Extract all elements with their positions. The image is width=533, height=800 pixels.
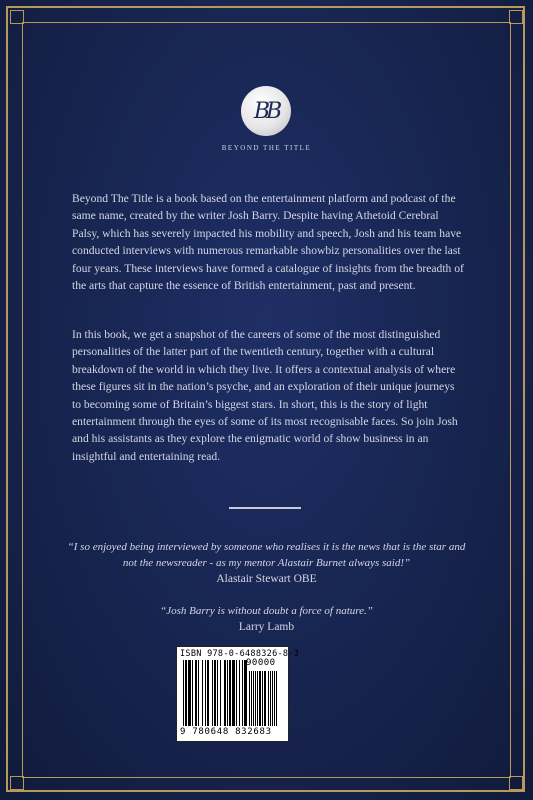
price-code: 90000 [246, 658, 276, 668]
quote-1 [60, 539, 473, 587]
description-paragraph-1: Beyond The Title is a book based on the entertainment platform and podcast of the same name, created by the writer Josh Barry. Despite having Athetoid Cerebral Palsy, which has severely impacted his mobility and speech, Josh and his team have conducted interviews with numerous remarkable showbiz personalities over the last four years. These interviews have formed a catalogue of insights from the breadth of the arts that capture the essence of British entertainment, past and present. [72, 192, 464, 293]
quote-text: “I so enjoyed being interviewed by someone who realises it is the news that is the star and not the newsreader - as my mentor Alastair Burnet always said!” [67, 541, 466, 569]
corner-ornament [10, 10, 24, 24]
quote-author: Alastair Stewart OBE [216, 573, 317, 585]
quote-2 [60, 603, 473, 635]
section-divider [229, 507, 301, 509]
logo-monogram: BB [253, 98, 279, 124]
description-block-2 [72, 326, 465, 465]
quote-text: “Josh Barry is without doubt a force of nature.” [160, 605, 373, 617]
ean-number: 9 780648 832683 [180, 727, 272, 737]
corner-ornament [10, 776, 24, 790]
isbn-label: ISBN 978-0-6488326-8-3 [180, 649, 300, 659]
quote-author: Larry Lamb [238, 621, 295, 633]
description-paragraph-2: In this book, we get a snapshot of the careers of some of the most distinguished personalities of the latter part of the twentieth century, together with a cultural breakdown of the world in which they live. It offers a contextual analysis of where these figures sit in the nation’s psyche, and an exploration of their unique journeys to becoming some of Britain’s biggest stars. In short, this is the story of light entertainment through the eyes of some of its most recognisable faces. So join Josh and his assistants as they explore the enigmatic world of show business in an insightful and entertaining read. [72, 328, 458, 463]
corner-ornament [509, 776, 523, 790]
corner-ornament [509, 10, 523, 24]
logo-badge [241, 86, 291, 136]
brand-name: BEYOND THE TITLE [221, 144, 312, 152]
description-block-1 [72, 190, 465, 294]
